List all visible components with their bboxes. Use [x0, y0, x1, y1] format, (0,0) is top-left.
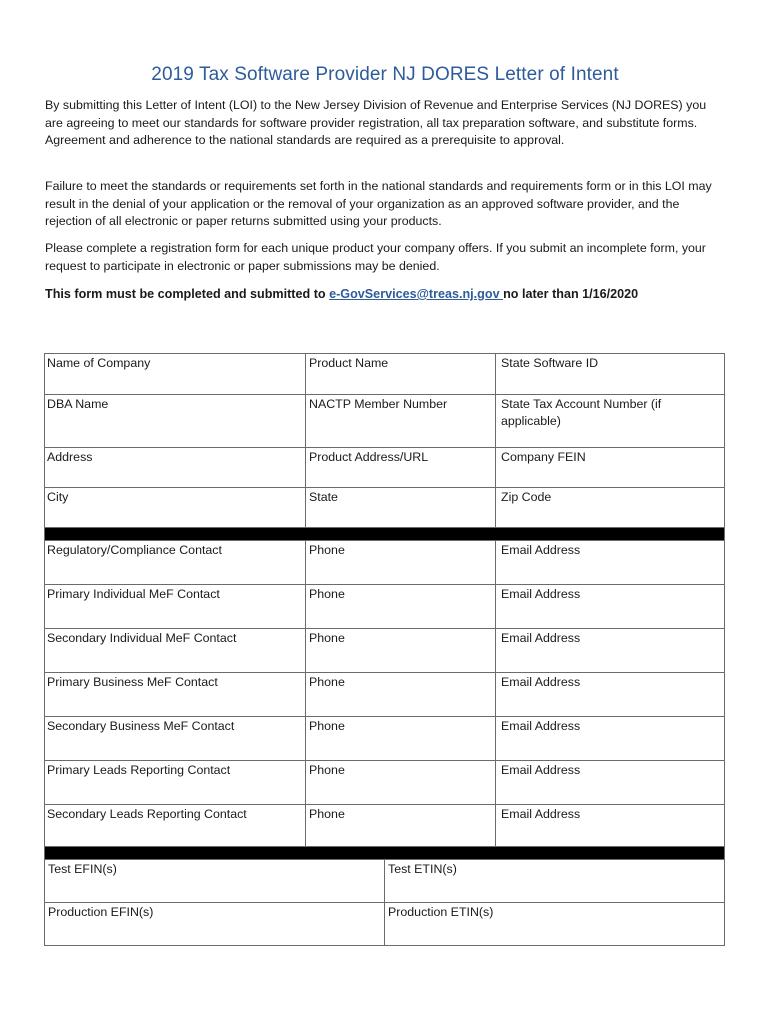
- contact-row: [45, 541, 725, 585]
- field-phone[interactable]: Phone: [306, 805, 496, 849]
- field-email-address[interactable]: Email Address: [496, 717, 725, 761]
- field-phone[interactable]: Phone: [306, 673, 496, 717]
- field-state-software-id[interactable]: State Software ID: [496, 354, 725, 395]
- field-email-address[interactable]: Email Address: [496, 673, 725, 717]
- field-secondary-leads-reporting-contact[interactable]: Secondary Leads Reporting Contact: [45, 805, 306, 849]
- field-secondary-business-mef-contact[interactable]: Secondary Business MeF Contact: [45, 717, 306, 761]
- contact-row: [45, 761, 725, 805]
- efin-row-production: [45, 903, 725, 946]
- field-production-etin[interactable]: Production ETIN(s): [385, 903, 725, 946]
- email-link[interactable]: e-GovServices@treas.nj.gov: [329, 287, 504, 301]
- page-title: 2019 Tax Software Provider NJ DORES Letter of Intent: [151, 64, 619, 85]
- field-phone[interactable]: Phone: [306, 541, 496, 585]
- field-email-address[interactable]: Email Address: [496, 761, 725, 805]
- field-email-address[interactable]: Email Address: [496, 629, 725, 673]
- section-divider: [45, 528, 725, 541]
- intro-paragraph: By submitting this Letter of Intent (LOI) to the New Jersey Division of Revenue and Enterprise Services (NJ DORES) you are agreeing to meet our standards for software provider registration, all tax preparation software, and substitute forms. Agreement and adherence to the national standards are required as a prerequisite to approval.: [45, 98, 707, 147]
- contact-row: [45, 629, 725, 673]
- field-test-etin[interactable]: Test ETIN(s): [385, 860, 725, 903]
- deadline-paragraph: [45, 286, 725, 304]
- field-test-efin[interactable]: Test EFIN(s): [45, 860, 385, 903]
- field-secondary-individual-mef-contact[interactable]: Secondary Individual MeF Contact: [45, 629, 306, 673]
- field-email-address[interactable]: Email Address: [496, 541, 725, 585]
- field-product-address-url[interactable]: Product Address/URL: [306, 448, 496, 488]
- efin-etin-table: [44, 846, 725, 946]
- field-state[interactable]: State: [306, 488, 496, 528]
- contact-row: [45, 717, 725, 761]
- registration-form-table: [44, 353, 725, 849]
- field-phone[interactable]: Phone: [306, 717, 496, 761]
- field-email-address[interactable]: Email Address: [496, 585, 725, 629]
- section-divider-bar: [45, 528, 725, 541]
- contact-row: [45, 673, 725, 717]
- field-address[interactable]: Address: [45, 448, 306, 488]
- field-product-name[interactable]: Product Name: [306, 354, 496, 395]
- field-primary-business-mef-contact[interactable]: Primary Business MeF Contact: [45, 673, 306, 717]
- deadline-suffix: no later than 1/16/2020: [503, 287, 639, 301]
- field-nactp-member-number[interactable]: NACTP Member Number: [306, 395, 496, 448]
- field-phone[interactable]: Phone: [306, 585, 496, 629]
- field-company-fein[interactable]: Company FEIN: [496, 448, 725, 488]
- complete-paragraph: Please complete a registration form for each unique product your company offers. If you submit an incomplete form, your request to participate in electronic or paper submissions may be denied.: [45, 241, 706, 273]
- efin-row-test: [45, 860, 725, 903]
- form-row-city: [45, 488, 725, 528]
- form-row-address: [45, 448, 725, 488]
- deadline-prefix: This form must be completed and submitted to: [45, 287, 330, 301]
- field-name-of-company[interactable]: Name of Company: [45, 354, 306, 395]
- field-primary-leads-reporting-contact[interactable]: Primary Leads Reporting Contact: [45, 761, 306, 805]
- field-email-address[interactable]: Email Address: [496, 805, 725, 849]
- field-phone[interactable]: Phone: [306, 629, 496, 673]
- contact-row: [45, 585, 725, 629]
- contact-row: [45, 805, 725, 849]
- field-state-tax-account-number[interactable]: State Tax Account Number (if applicable): [496, 395, 725, 448]
- field-city[interactable]: City: [45, 488, 306, 528]
- field-primary-individual-mef-contact[interactable]: Primary Individual MeF Contact: [45, 585, 306, 629]
- section-divider: [45, 847, 725, 860]
- form-row-company: [45, 354, 725, 395]
- form-row-dba: [45, 395, 725, 448]
- field-regulatory-contact[interactable]: Regulatory/Compliance Contact: [45, 541, 306, 585]
- field-production-efin[interactable]: Production EFIN(s): [45, 903, 385, 946]
- section-divider-bar: [45, 847, 725, 860]
- field-dba-name[interactable]: DBA Name: [45, 395, 306, 448]
- failure-paragraph: Failure to meet the standards or requirements set forth in the national standards and requirements form or in this LOI may result in the denial of your application or the removal of your organization as an approved software provider, and the rejection of all electronic or paper returns submitted using your products.: [45, 179, 712, 228]
- field-zip-code[interactable]: Zip Code: [496, 488, 725, 528]
- field-phone[interactable]: Phone: [306, 761, 496, 805]
